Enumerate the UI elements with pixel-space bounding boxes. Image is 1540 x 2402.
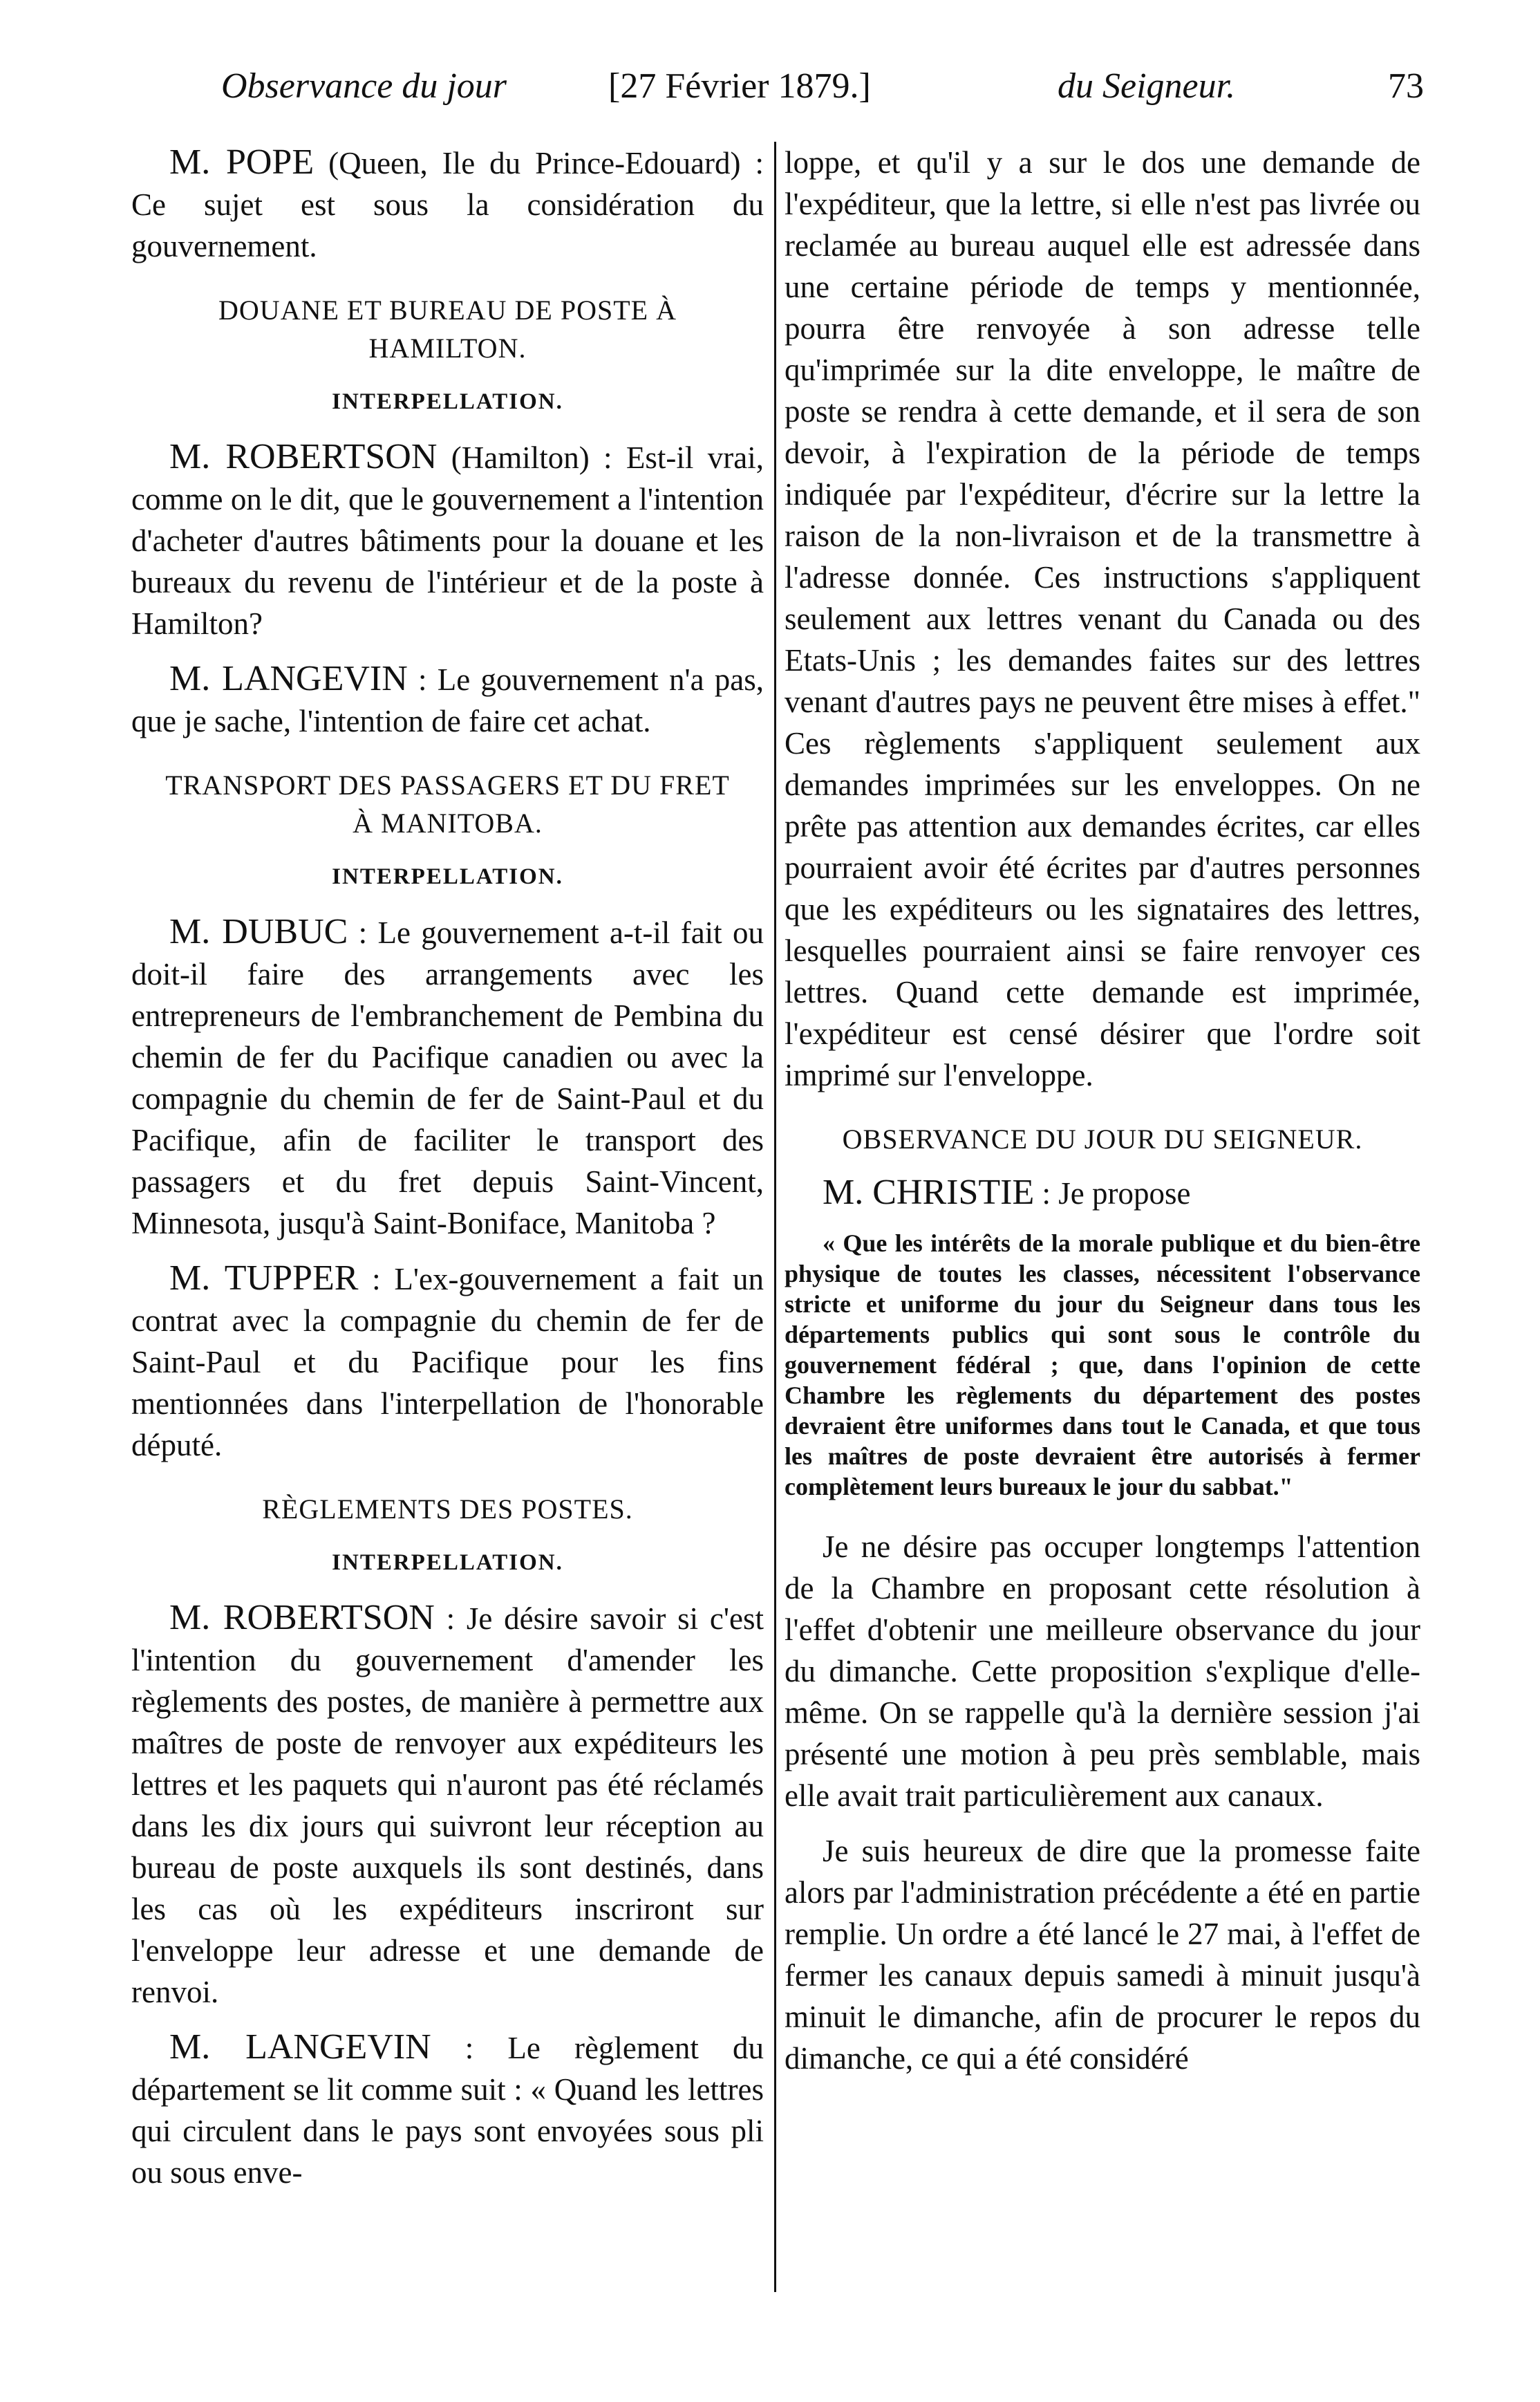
section-heading-douane: DOUANE ET BUREAU DE POSTE À HAMILTON. — [218, 295, 677, 364]
paragraph-speech-1: Je ne désire pas occuper longtemps l'attention de la Chambre en proposant cette résolution à l'effet d'obtenir une meilleure observance du jour du dimanche. Cette proposition s'explique d'elle-même. On se rappelle qu'à la dernière session j'ai présenté une motion à peu près semblable, mais elle avait trait particulièrement aux canaux. — [785, 1529, 1420, 1813]
header-left-title: Observance du jour — [221, 66, 507, 106]
paragraph-continuation: loppe, et qu'il y a sur le dos une demande de l'expéditeur, que la lettre, si elle n'est pas livrée ou reclamée au bureau auquel elle est adressée dans une certaine période de temps y mentionnée, pourra être renvoyée à son adresse telle qu'imprimée sur la dite enveloppe, le maître de poste se rendra à cette demande, et il sera de son devoir, à l'expiration de la période de temps indiquée par l'expéditeur, d'écrire sur la lettre la raison de la non-livraison et de la transmettre à l'adresse donnée. Ces instructions s'appliquent seulement aux lettres venant du Canada ou des Etats-Unis ; les demandes faites sur des lettres venant d'autres pays ne peuvent être mises à effet." Ces règlements s'appliquent seulement aux demandes imprimées sur les enveloppes. On ne prête pas attention aux demandes écrites, car elles pourraient avoir été écrites par d'autres personnes que les expéditeurs ou les signataires des lettres, lesquelles pourraient ainsi se faire renvoyer ces lettres. Quand cette demande est imprimée, l'expéditeur est censé désirer que l'ordre soit imprimé sur l'enveloppe. — [785, 145, 1420, 1092]
speaker-name: M. DUBUC — [169, 912, 348, 951]
paragraph-text: : Le gouvernement a-t-il fait ou doit-il faire des arrangements avec les entrepreneurs de l'embranchement de Pembina du chemin de fer du Pacifique canadien ou avec la compagnie du chemin de fer de Saint-Paul et du Pacifique, afin de faciliter le transport des passagers et du fret depuis Saint-Vincent, Minnesota, jusqu'à Saint-Boniface, Manitoba ? — [131, 915, 764, 1240]
paragraph-text: : Je désire savoir si c'est l'intention du gouvernement d'amender les règlements des postes, de manière à permettre aux maîtres de poste de renvoyer aux expéditeurs les lettres et les paquets qui n'auront pas été réclamés dans les dix jours qui suivront leur réception au bureau de poste auxquels ils sont destinés, dans les cas où les expéditeurs inscriront sur l'enveloppe leur adresse et une demande de renvoi. — [131, 1601, 764, 2009]
paragraph-text: : Le gouvernement n'a pas, que je sache, l'intention de faire cet achat. — [131, 662, 764, 738]
section-subheading: INTERPELLATION. — [332, 389, 563, 414]
motion-quote: « Que les intérêts de la morale publique et du bien-être physique de toutes les classes, nécessitent l'observance stricte et uniforme du jour du Seigneur dans tous les départements publics qui sont sous le contrôle du gouvernement fédéral ; que, dans l'opinion de cette Chambre les règlements du département des postes devraient être uniformes dans tout le Canada, et que tous les maîtres de poste devraient être autorisés à fermer complètement leurs bureaux le jour du sabbat." — [785, 1229, 1420, 1500]
speaker-name: M. POPE — [169, 142, 314, 182]
left-column — [131, 142, 764, 2207]
right-column — [785, 142, 1420, 2093]
paragraph-dubuc — [131, 911, 764, 1244]
speaker-name: M. LANGEVIN — [169, 659, 408, 698]
speaker-name: M. ROBERTSON — [169, 437, 438, 476]
section-heading-reglements: RÈGLEMENTS DES POSTES. — [262, 1493, 633, 1525]
paragraph-text: (Hamilton) : Est-il vrai, comme on le dit, que le gouvernement a l'intention d'acheter d'autres bâtiments pour la douane et les bureaux du revenu de l'intérieur et de la poste à Hamilton? — [131, 440, 764, 641]
header-right-title: du Seigneur. — [1058, 66, 1236, 106]
speaker-name: M. LANGEVIN — [169, 2027, 431, 2067]
section-subheading: INTERPELLATION. — [332, 1550, 563, 1575]
paragraph-text: : Le règlement du département se lit comme suit : « Quand les lettres qui circulent dans le pays sont envoyées sous pli ou sous enve- — [131, 2031, 764, 2190]
paragraph-speech-2: Je suis heureux de dire que la promesse faite alors par l'administration précédente a été en partie remplie. Un ordre a été lancé le 27 mai, à l'effet de fermer les canaux depuis samedi à minuit jusqu'à minuit le dimanche, afin de procurer le repos du dimanche, ce qui a été considéré — [785, 1834, 1420, 2076]
paragraph-christie — [785, 1172, 1420, 1214]
speaker-name: M. ROBERTSON — [169, 1598, 435, 1637]
paragraph-text: : Je propose — [1034, 1176, 1191, 1211]
paragraph-tupper — [131, 1258, 764, 1466]
paragraph-langevin-1 — [131, 658, 764, 742]
column-divider — [774, 142, 776, 2292]
paragraph-text: (Queen, Ile du Prince-Edouard) : Ce sujet est sous la considération du gouvernement. — [131, 146, 764, 263]
page-number: 73 — [1388, 66, 1424, 106]
paragraph-text: : L'ex-gouvernement a fait un contrat avec la compagnie du chemin de fer de Saint-Paul et du Pacifique pour les fins mentionnées dans l'interpellation de l'honorable député. — [131, 1262, 764, 1462]
speaker-name: M. CHRISTIE — [823, 1173, 1035, 1212]
header-date: [27 Février 1879.] — [608, 66, 871, 106]
section-heading-observance: OBSERVANCE DU JOUR DU SEIGNEUR. — [842, 1124, 1363, 1155]
paragraph-robertson-1 — [131, 436, 764, 644]
section-subheading: INTERPELLATION. — [332, 864, 563, 889]
section-heading-transport: TRANSPORT DES PASSAGERS ET DU FRET À MANITOBA. — [165, 770, 730, 839]
page-header — [207, 66, 1424, 128]
paragraph-pope — [131, 142, 764, 267]
paragraph-langevin-2 — [131, 2027, 764, 2193]
paragraph-robertson-2 — [131, 1597, 764, 2013]
speaker-name: M. TUPPER — [169, 1258, 359, 1298]
